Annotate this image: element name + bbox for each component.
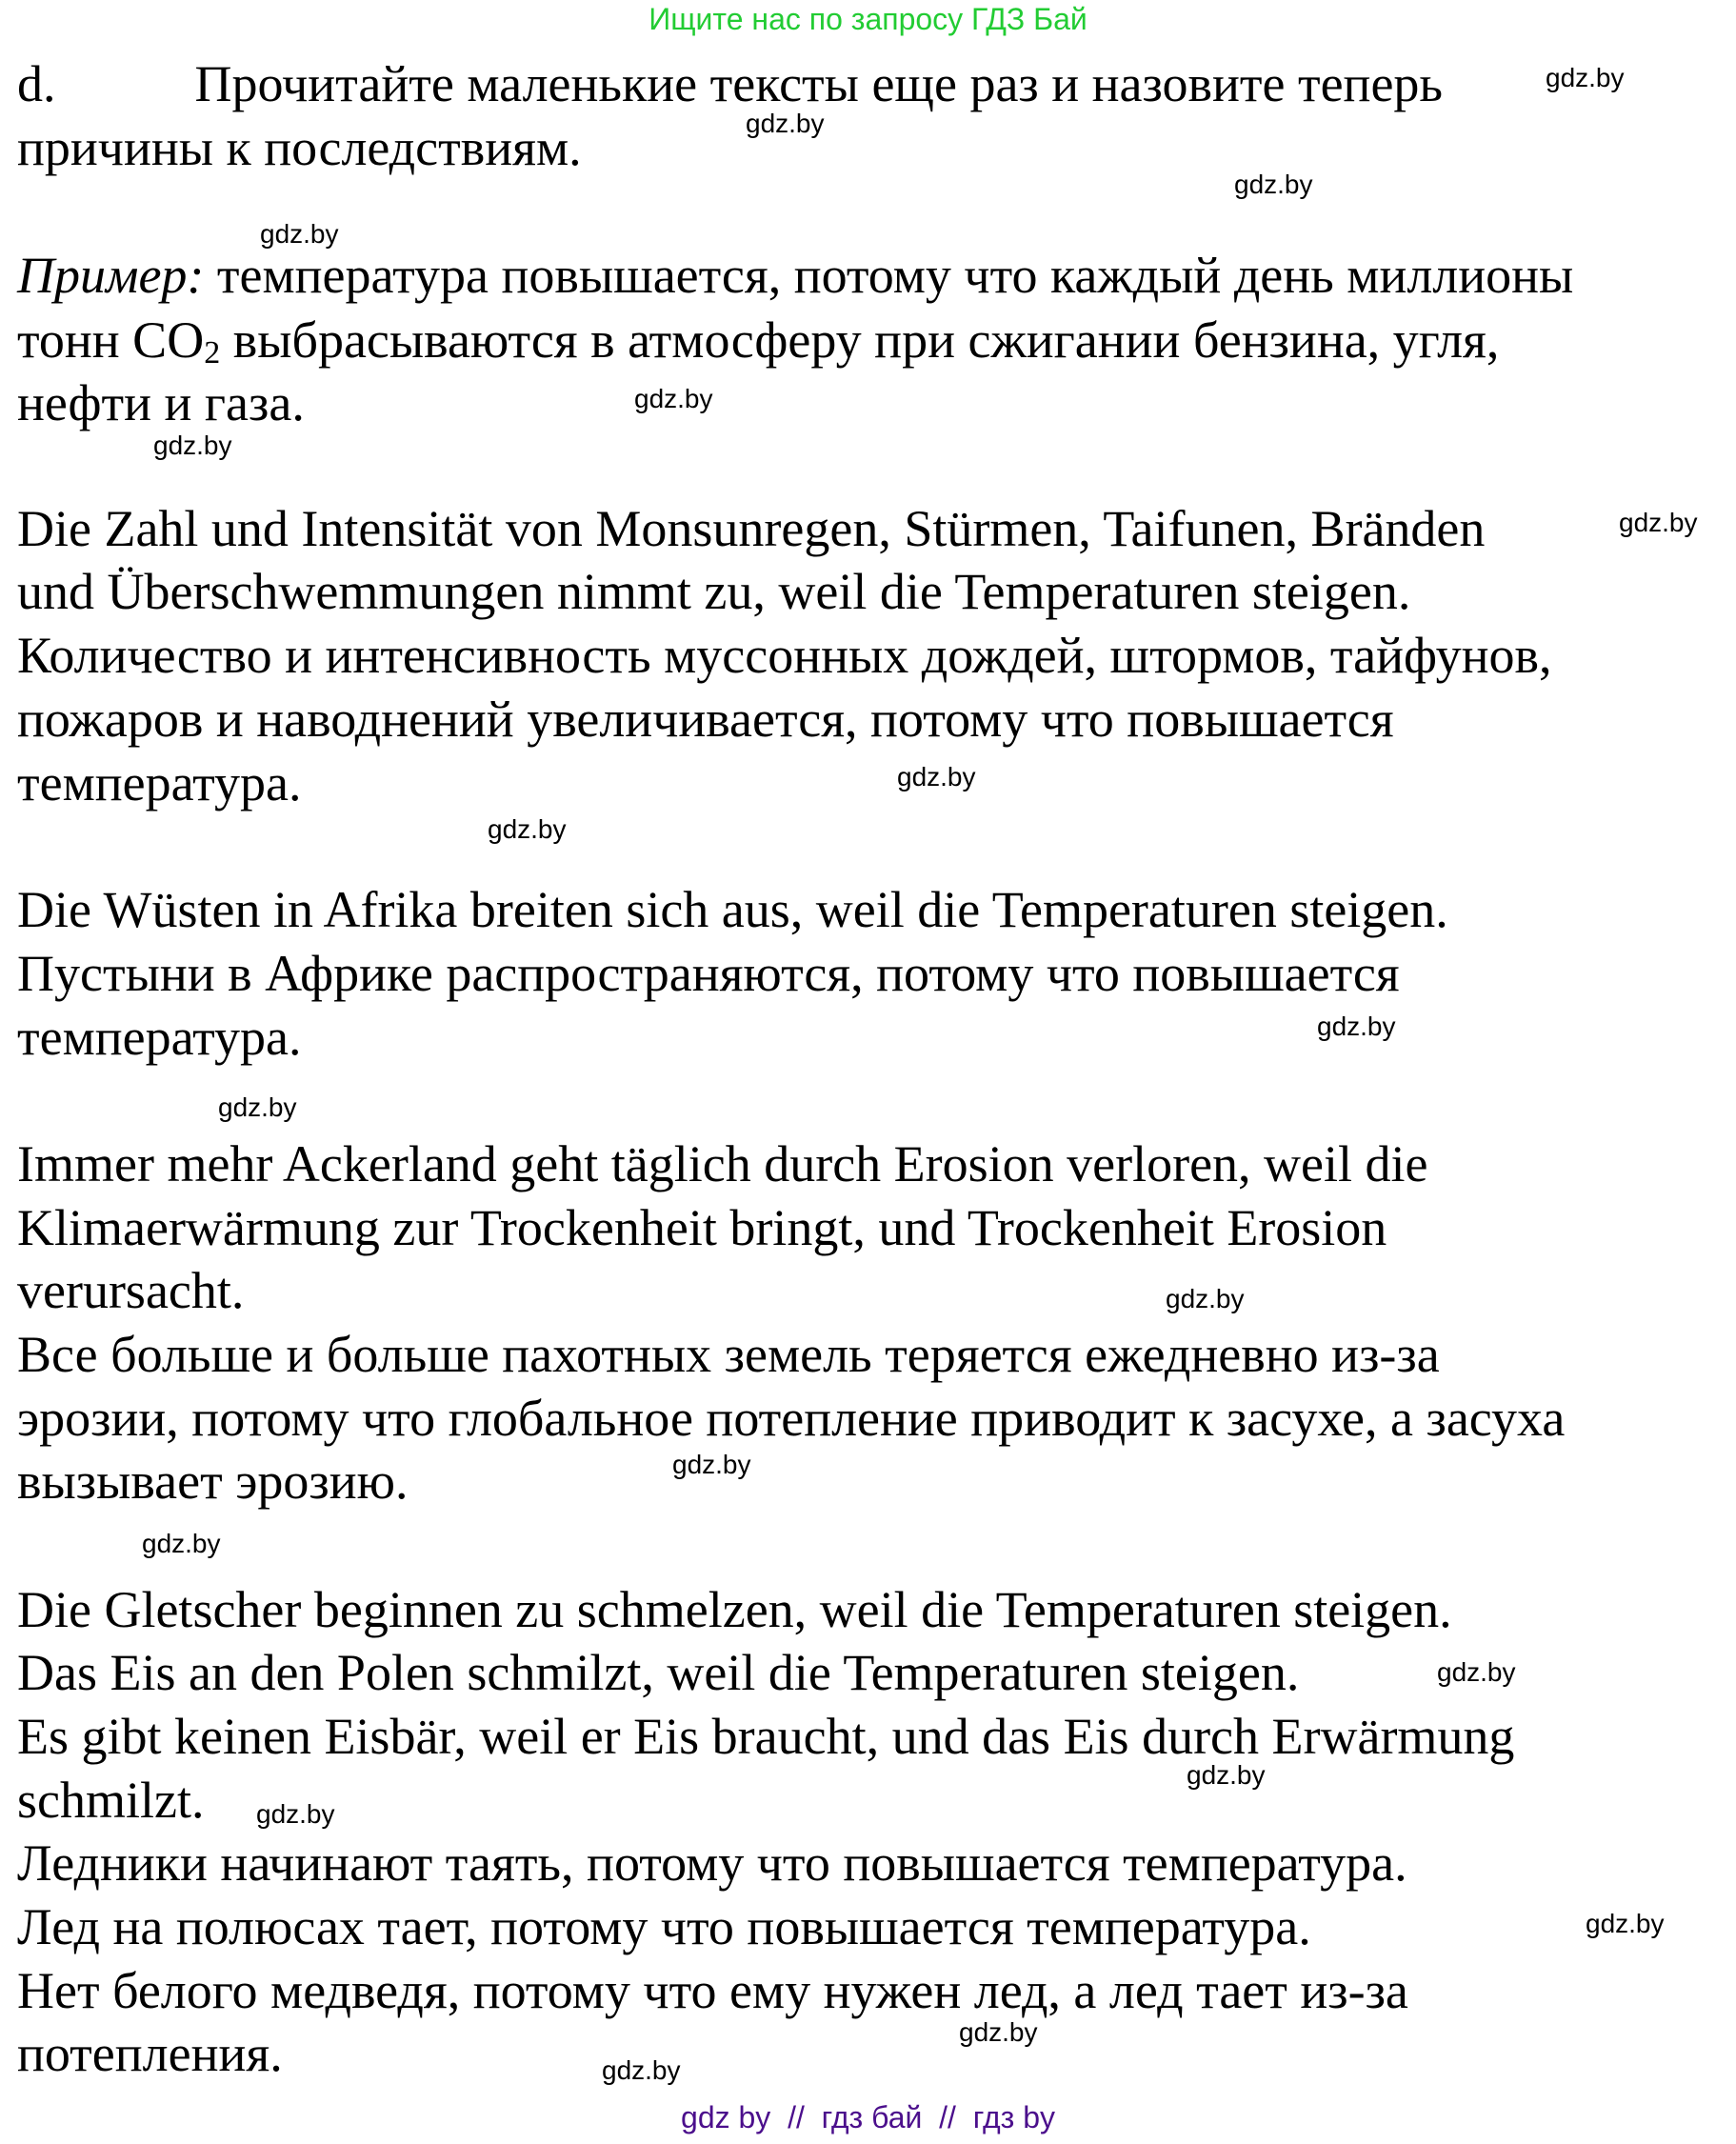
watermark: gdz.by: [1166, 1284, 1245, 1313]
paragraph-line: температура.: [17, 754, 302, 812]
task-instruction-line-1: [17, 52, 1443, 115]
watermark: gdz.by: [959, 2017, 1038, 2047]
paragraph-line: verursacht.: [17, 1262, 245, 1319]
paragraph-line: Нет белого медведя, потому что ему нужен лед, а лед тает из-за: [17, 1962, 1408, 2019]
paragraph-line: Klimaerwärmung zur Trockenheit bringt, und Trockenheit Erosion: [17, 1199, 1387, 1256]
paragraph-line: Immer mehr Ackerland geht täglich durch Erosion verloren, weil die: [17, 1135, 1428, 1192]
watermark: gdz.by: [1317, 1012, 1396, 1041]
paragraph-line: Пустыни в Африке распространяются, потому что повышается: [17, 945, 1400, 1002]
watermark: gdz.by: [897, 762, 976, 791]
watermark: gdz.by: [1546, 63, 1625, 92]
example-line-2: тонн $CO_2$ выбрасываются в атмосферу при сжигании бензина, угля,: [17, 311, 1500, 371]
paragraph-line: schmilzt.: [17, 1772, 205, 1829]
watermark: gdz.by: [1234, 170, 1313, 199]
watermark: gdz.by: [153, 431, 232, 460]
watermark: gdz.by: [746, 109, 825, 138]
paragraph-line: und Überschwemmungen nimmt zu, weil die Temperaturen steigen.: [17, 563, 1411, 620]
watermark: gdz.by: [256, 1799, 335, 1829]
watermark: gdz.by: [142, 1529, 221, 1558]
paragraph-line: Лед на полюсах тает, потому что повышается температура.: [17, 1898, 1311, 1955]
paragraph-line: Die Gletscher beginnen zu schmelzen, weil die Temperaturen steigen.: [17, 1581, 1452, 1638]
paragraph-line: температура.: [17, 1009, 302, 1066]
paragraph-line: потепления.: [17, 2025, 283, 2082]
paragraph-line: Die Zahl und Intensität von Monsunregen, Stürmen, Taifunen, Bränden: [17, 500, 1486, 557]
task-instruction-line-2: причины к последствиям.: [17, 119, 582, 176]
watermark: gdz.by: [1437, 1657, 1516, 1687]
watermark: gdz.by: [218, 1092, 297, 1122]
paragraph-line: вызывает эрозию.: [17, 1453, 409, 1510]
watermark: gdz.by: [1187, 1760, 1266, 1790]
paragraph-line: Количество и интенсивность муссонных дождей, штормов, тайфунов,: [17, 627, 1552, 684]
footer-links: gdz by // гдз бай // гдз by: [681, 2100, 1055, 2134]
paragraph-line: Все больше и больше пахотных земель теряется ежедневно из-за: [17, 1326, 1440, 1383]
example-line-1: Пример: температура повышается, потому что каждый день миллионы: [17, 247, 1574, 304]
watermark: gdz.by: [260, 219, 339, 249]
paragraph-line: эрозии, потому что глобальное потепление приводит к засухе, а засуха: [17, 1390, 1566, 1447]
example-line-3: нефти и газа.: [17, 374, 305, 431]
watermark: gdz.by: [672, 1450, 751, 1479]
task-letter: d.: [17, 55, 56, 112]
watermark: gdz.by: [1619, 508, 1698, 537]
watermark: gdz.by: [602, 2055, 681, 2085]
watermark: gdz.by: [634, 384, 713, 413]
search-hint-banner: Ищите нас по запросу ГДЗ Бай: [649, 2, 1087, 36]
watermark: gdz.by: [1586, 1909, 1665, 1938]
paragraph-line: пожаров и наводнений увеличивается, потому что повышается: [17, 691, 1394, 748]
paragraph-line: Es gibt keinen Eisbär, weil er Eis braucht, und das Eis durch Erwärmung: [17, 1708, 1515, 1765]
watermark: gdz.by: [488, 814, 567, 844]
example-label: Пример:: [17, 247, 205, 304]
task-instruction-text: Прочитайте маленькие тексты еще раз и назовите теперь: [194, 55, 1444, 112]
paragraph-line: Ледники начинают таять, потому что повышается температура.: [17, 1834, 1407, 1892]
paragraph-line: Das Eis an den Polen schmilzt, weil die Temperaturen steigen.: [17, 1644, 1300, 1701]
paragraph-line: Die Wüsten in Afrika breiten sich aus, weil die Temperaturen steigen.: [17, 881, 1448, 938]
